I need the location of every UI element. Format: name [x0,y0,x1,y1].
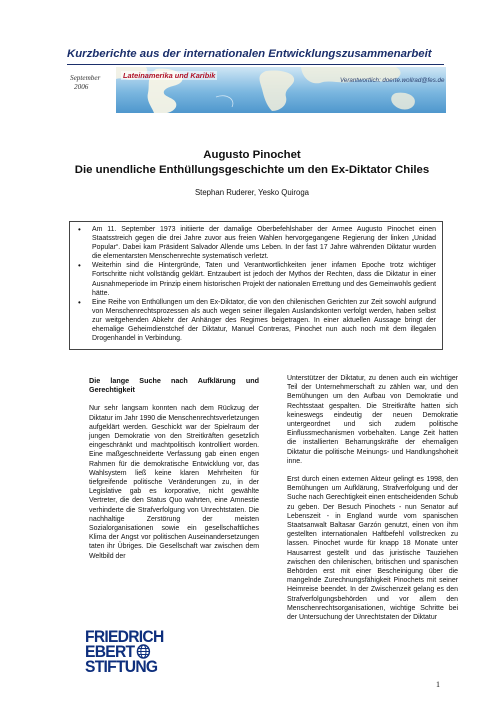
logo-line: EBERT [85,642,135,661]
summary-box [69,221,443,350]
article-title-block [60,148,444,197]
body-paragraph: Unterstützer der Diktatur, zu denen auch ein wichtiger Teil der Unternehmerschaft zu zählen war, und den Bemühungen um den Aufbau von Demokratie und Rechtsstaat gespalten. Die Streitkräfte hatten sich keineswegs eindeutig der neuen Demokratie untergeordnet und sich zudem politische Einflussmechanismen vorbehalten. Lange Zeit hatten die installierten Beharrungskräfte der ehemaligen Diktatur die politische Meinungs- und Handlungshoheit inne. [287,375,458,465]
article-title: Augusto Pinochet [203,149,301,161]
summary-list [76,225,436,343]
summary-item: • Am 11. September 1973 initiierte der damalige Oberbefehlshaber der Armee Augusto Pinochet einen Staatsstreich gegen die drei Jahre zuvor aus freien Wahlen hervorgegangene Regierung der linken „Unidad Popular“. Dabei kam Präsident Salvador Allende ums Leben. In der fast 17 Jahre währenden Diktatur wurden die elementarsten Menschenrechte systematisch verletzt. [92,225,436,261]
body-paragraph: Nur sehr langsam konnten nach dem Rückzug der Diktatur im Jahr 1990 die Menschenrechtsverletzungen aufgeklärt werden. Geschickt war der Spielraum der jungen Demokratie von den Streitkräften gesetzlich eingeschränkt und machtpolitisch kontrolliert worden. Eine maßgeschneiderte Verfassung gab einen engen Rahmen für die demokratische Entwicklung vor, das Wahlsystem ließ keine klaren Mehrheiten für tiefgreifende politische Veränderungen zu, in der Legislative gab es korporative, nicht gewählte Vertreter, die den Status Quo wahrten, eine Amnestie verhinderte die Strafverfolgung von Unrechtstaten. Die nachhaltige Zerstörung der meisten Sozialorganisationen sowie ein gesellschaftliches Klima der Angst vor politischen Auseinandersetzungen taten ihr Übriges. Die Gesellschaft war zwischen dem Weltbild der [89,405,259,560]
header-rule [67,64,444,65]
series-title: Kurzberichte aus der internationalen Entwicklungszusammenarbeit [67,48,432,60]
logo-line: FRIEDRICH [85,627,164,646]
page-number: 1 [436,680,440,689]
region-banner [116,67,446,113]
summary-item: • Eine Reihe von Enthüllungen um den Ex-Diktator, die von den chilenischen Gerichten zur Zeit sowohl aufgrund von Menschenrechtsprozessen als auch wegen seiner illegalen Auslandskonten verfolgt werden, haben selbst zur weitgehenden Abkehr der Anhänger des Regimes beigetragen. In einer aktuellen Aussage bringt der ehemalige Geheimdienstchef der Diktatur, Manuel Contreras, Pinochet nun auch noch mit dem illegalen Drogenhandel in Verbindung. [92,298,436,343]
logo-line: STIFTUNG [85,657,158,676]
issue-month: September [70,74,101,82]
summary-item: • Weiterhin sind die Hintergründe, Taten und Verantwortlichkeiten jener infamen Epoche trotz wichtiger Fortschritte nicht vollständig geklärt. Entzaubert ist jedoch der Mythos der Rechten, dass die Diktatur in einer Ausnahmeperiode im Prinzip einem historischen Projekt der nationalen Errettung und des Gemeinwohls gedient hätte. [92,261,436,297]
body-paragraph: Erst durch einen externen Akteur gelingt es 1998, den Bemühungen um Aufklärung, Strafverfolgung und der Suche nach Gerechtigkeit einen entscheidenden Schub zu geben. Der Besuch Pinochets - nun Senator auf Lebenszeit - in England wurde vom spanischen Staatsanwalt Baltasar Garzón genutzt, einen von ihm gestellten internationalen Haftbefehl vollstrecken zu lassen. Pinochet wurde für knapp 18 Monate unter Hausarrest gestellt und das juristische Tauziehen zwischen den chilenischen, britischen und spanischen Behörden erst mit einer Bescheinigung über die mangelnde Zurechnungsfähigkeit Pinochets mit seiner Heimreise beendet. In der Zwischenzeit gelang es den Strafverfolgungsbehörden und vor allem den Menschenrechtsorganisationen, wichtige Schritte bei der Untersuchung der Unrechtstaten der Diktatur [287,476,458,622]
issue-year: 2006 [74,82,89,91]
right-column [287,374,458,631]
article-subtitle: Die unendliche Enthüllungsgeschichte um den Ex-Diktator Chiles [74,163,430,176]
contact-line[interactable]: Verantwortlich: doerte.wollrad@fes.de [340,77,445,84]
friedrich-ebert-stiftung-logo [85,629,195,674]
left-column [89,376,259,570]
article-authors: Stephan Ruderer, Yesko Quiroga [194,188,309,198]
region-label: Lateinamerika und Karibik [123,71,216,80]
section-heading: Die lange Suche nach Aufklärung und Gerechtigkeit [89,376,259,395]
issue-date [70,74,112,91]
